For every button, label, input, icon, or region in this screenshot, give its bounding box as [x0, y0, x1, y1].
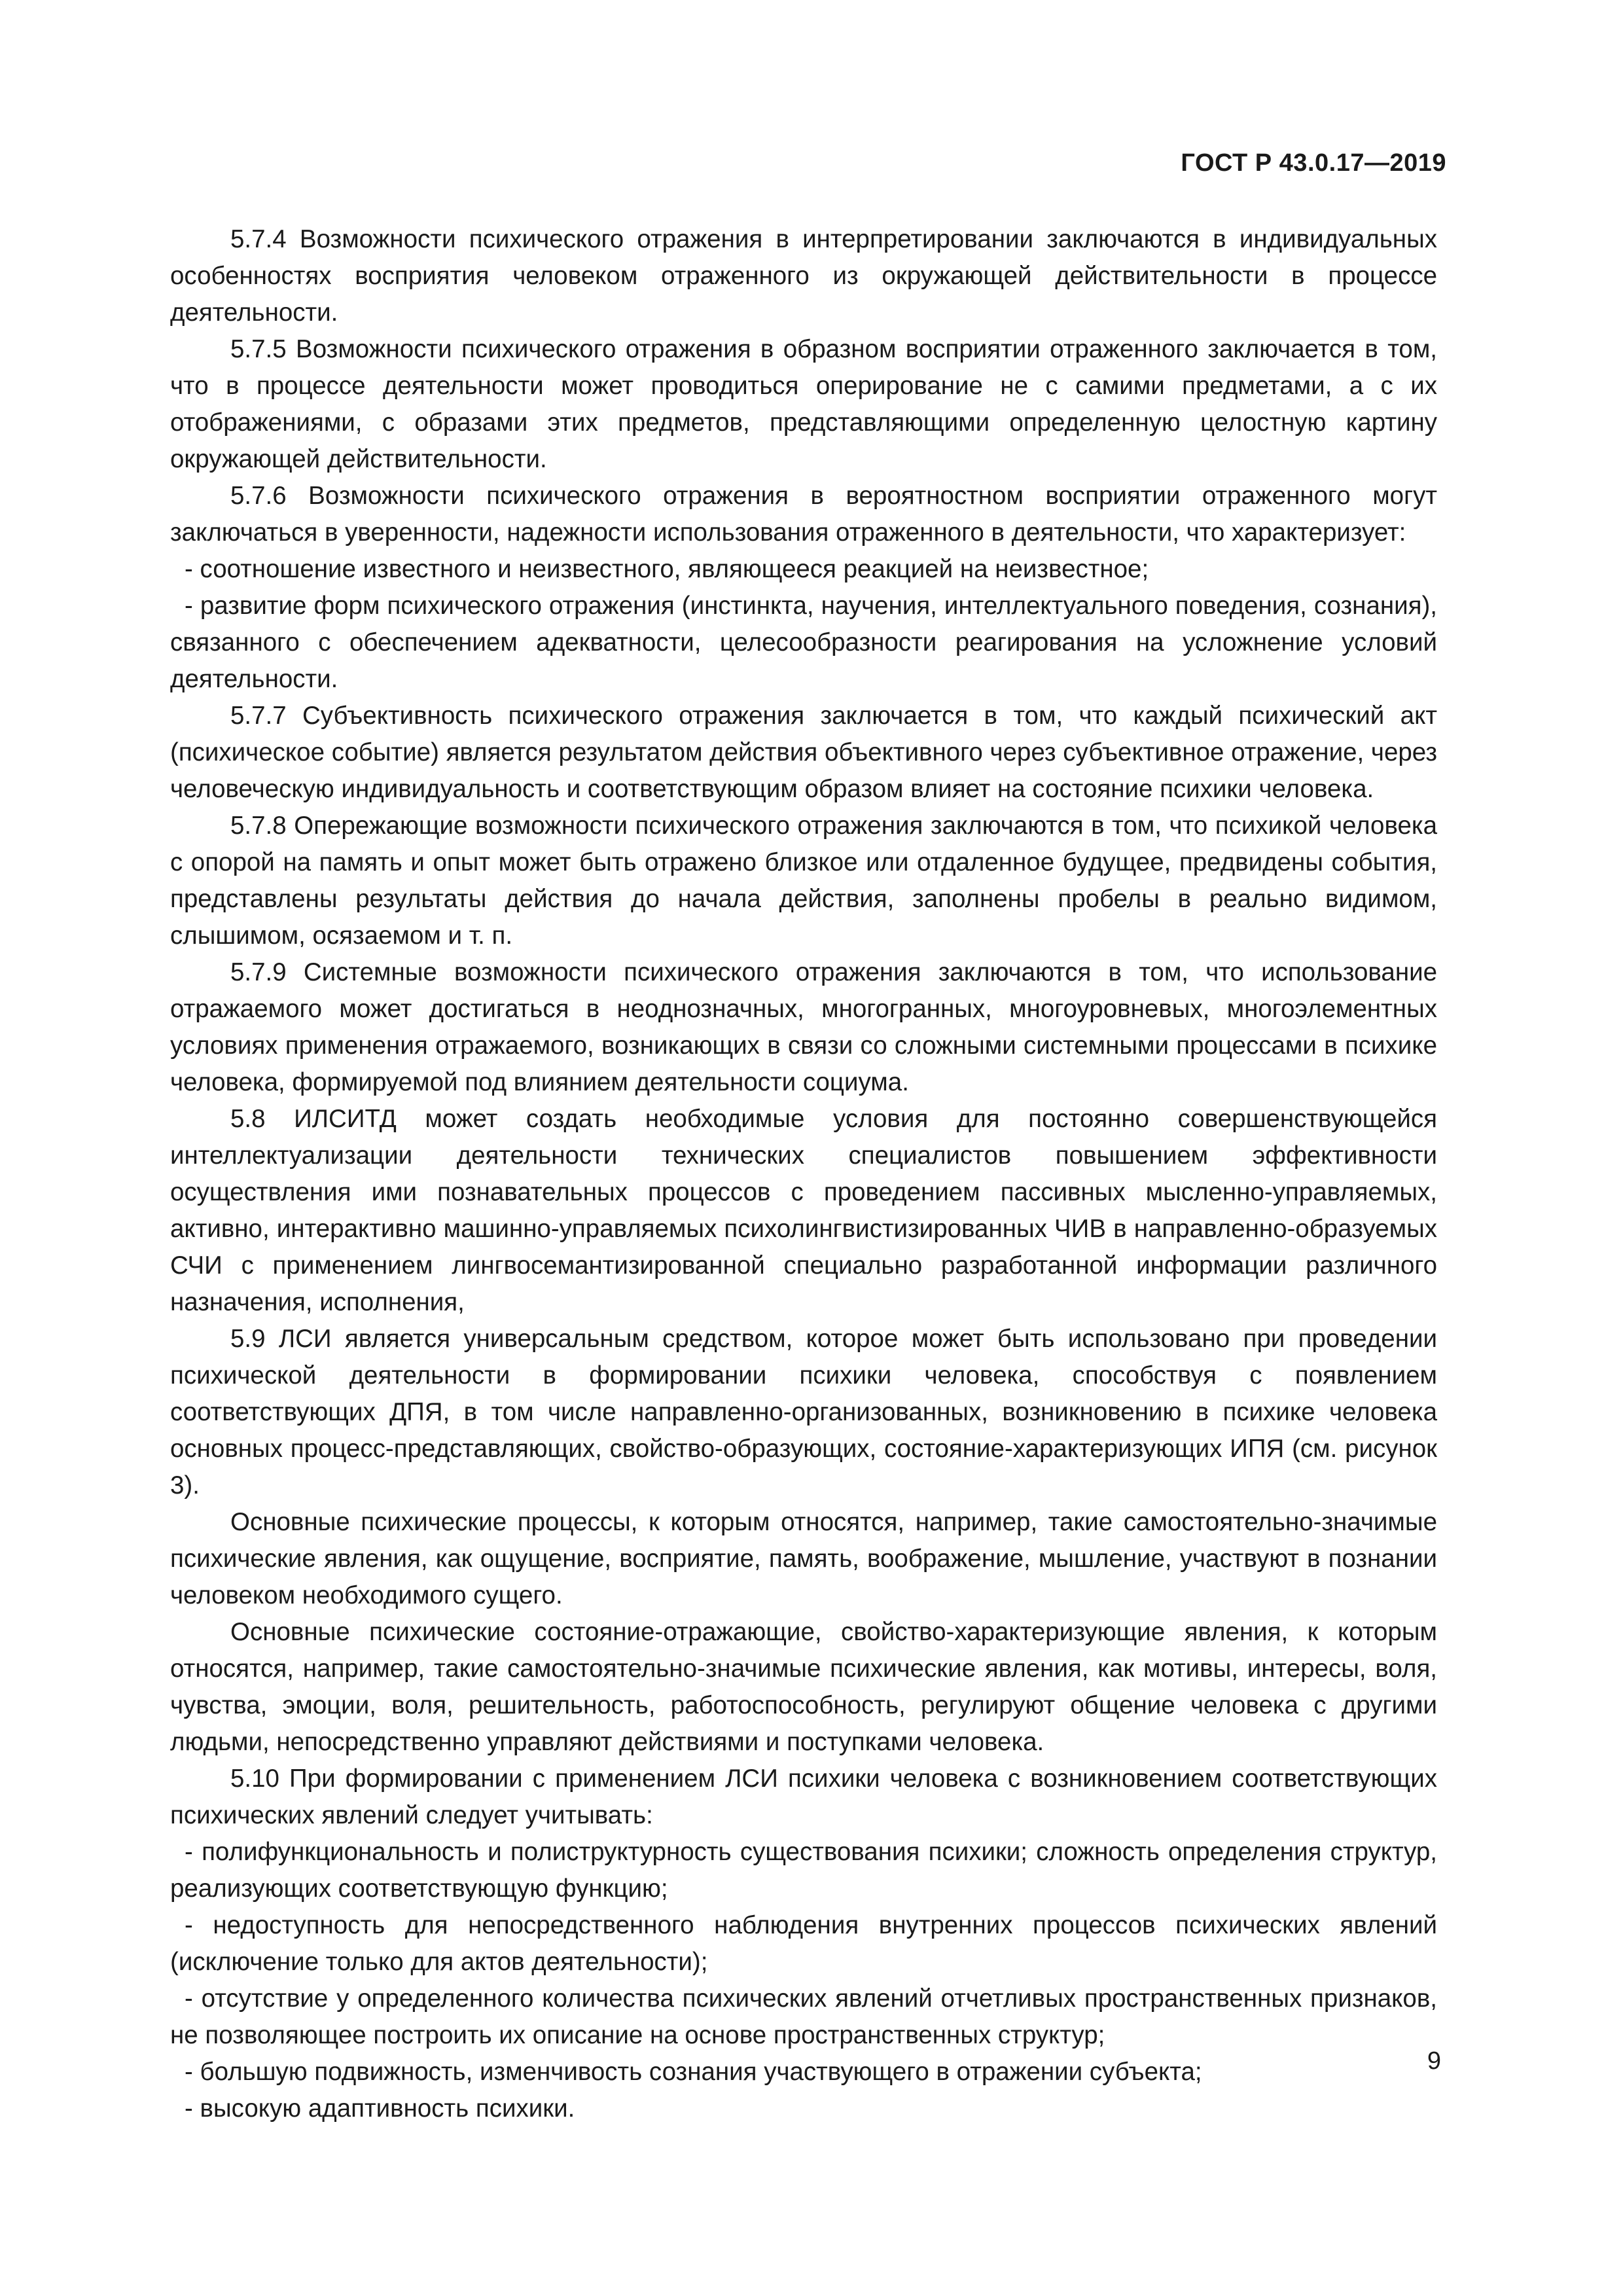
- list-item: - недоступность для непосредственного наблюдения внутренних процессов психических явлений (исключение только для актов деятельности);: [170, 1911, 1437, 1976]
- paragraph-5-7-7: 5.7.7 Субъективность психического отражения заключается в том, что каждый психический акт (психическое событие) является результатом действия объективного через субъективное отражение, через человеческую индивидуальность и соответствующим образом влияет на состояние психики человека.: [170, 702, 1437, 803]
- paragraph-5-9: 5.9 ЛСИ является универсальным средством, которое может быть использовано при проведении психической деятельности в формировании психики человека, способствуя с появлением соответствующих ДПЯ, в том числе направленно-организованных, возникновению в психике человека основных процесс-представляющих, свойство-образующих, состояние-характеризующих ИПЯ (см. рисунок 3).: [170, 1325, 1437, 1499]
- list-item: - соотношение известного и неизвестного, являющееся реакцией на неизвестное;: [185, 555, 1149, 583]
- page-number: 9: [1427, 2047, 1441, 2075]
- paragraph-psychic-states: Основные психические состояние-отражающие, свойство-характеризующие явления, к которым относятся, например, такие самостоятельно-значимые психические явления, как мотивы, интересы, воля, чувства, эмоции, воля, решительность, работоспособность, регулируют общение человека с другими людьми, непосредственно управляют действиями и поступками человека.: [170, 1618, 1437, 1756]
- paragraph-5-7-4: 5.7.4 Возможности психического отражения в интерпретировании заключаются в индивидуальных особенностях восприятия человеком отраженного из окружающей действительности в процессе деятельности.: [170, 225, 1437, 327]
- paragraph-5-7-5: 5.7.5 Возможности психического отражения в образном восприятии отраженного заключается в том, что в процессе деятельности может проводиться оперирование не с самими предметами, а с их отображениями, с образами этих предметов, представляющими определенную целостную картину окружающей действительности.: [170, 335, 1437, 473]
- list-item: - отсутствие у определенного количества психических явлений отчетливых пространственных признаков, не позволяющее построить их описание на основе пространственных структур;: [170, 1984, 1437, 2049]
- document-header: ГОСТ Р 43.0.17—2019: [1181, 149, 1446, 177]
- list-item: - большую подвижность, изменчивость сознания участвующего в отражении субъекта;: [185, 2058, 1202, 2086]
- paragraph-psychic-processes: Основные психические процессы, к которым относятся, например, такие самостоятельно-значимые психические явления, как ощущение, восприятие, память, воображение, мышление, участвуют в познании человеком необходимого сущего.: [170, 1508, 1437, 1609]
- paragraph-5-10: 5.10 При формировании с применением ЛСИ психики человека с возникновением соответствующих психических явлений следует учитывать:: [170, 1765, 1437, 1829]
- paragraph-5-7-6: 5.7.6 Возможности психического отражения в вероятностном восприятии отраженного могут заключаться в уверенности, надежности использования отраженного в деятельности, что характеризует:: [170, 482, 1437, 547]
- list-item: - полифункциональность и полиструктурность существования психики; сложность определения структур, реализующих соответствующую функцию;: [170, 1838, 1437, 1903]
- paragraph-5-8: 5.8 ИЛСИТД может создать необходимые условия для постоянно совершенствующейся интеллектуализации деятельности технических специалистов повышением эффективности осуществления ими познавательных процессов с проведением пассивных мысленно-управляемых, активно, интерактивно машинно-управляемых психолингвистизированных ЧИВ в направленно-образуемых СЧИ с применением лингвосемантизированной специально разработанной информации различного назначения, исполнения,: [170, 1105, 1437, 1316]
- list-item: - высокую адаптивность психики.: [185, 2094, 575, 2123]
- paragraph-5-7-9: 5.7.9 Системные возможности психического отражения заключаются в том, что использование отражаемого может достигаться в неоднозначных, многогранных, многоуровневых, многоэлементных условиях применения отражаемого, возникающих в связи со сложными системными процессами в психике человека, формируемой под влиянием деятельности социума.: [170, 958, 1437, 1096]
- paragraph-5-7-8: 5.7.8 Опережающие возможности психического отражения заключаются в том, что психикой человека с опорой на память и опыт может быть отражено близкое или отдаленное будущее, предвидены события, представлены результаты действия до начала действия, заполнены пробелы в реально видимом, слышимом, осязаемом и т. п.: [170, 812, 1437, 950]
- page-body: [170, 221, 1437, 2127]
- list-item: - развитие форм психического отражения (инстинкта, научения, интеллектуального поведения, сознания), связанного с обеспечением адекватности, целесообразности реагирования на усложнение условий деятельности.: [170, 592, 1437, 693]
